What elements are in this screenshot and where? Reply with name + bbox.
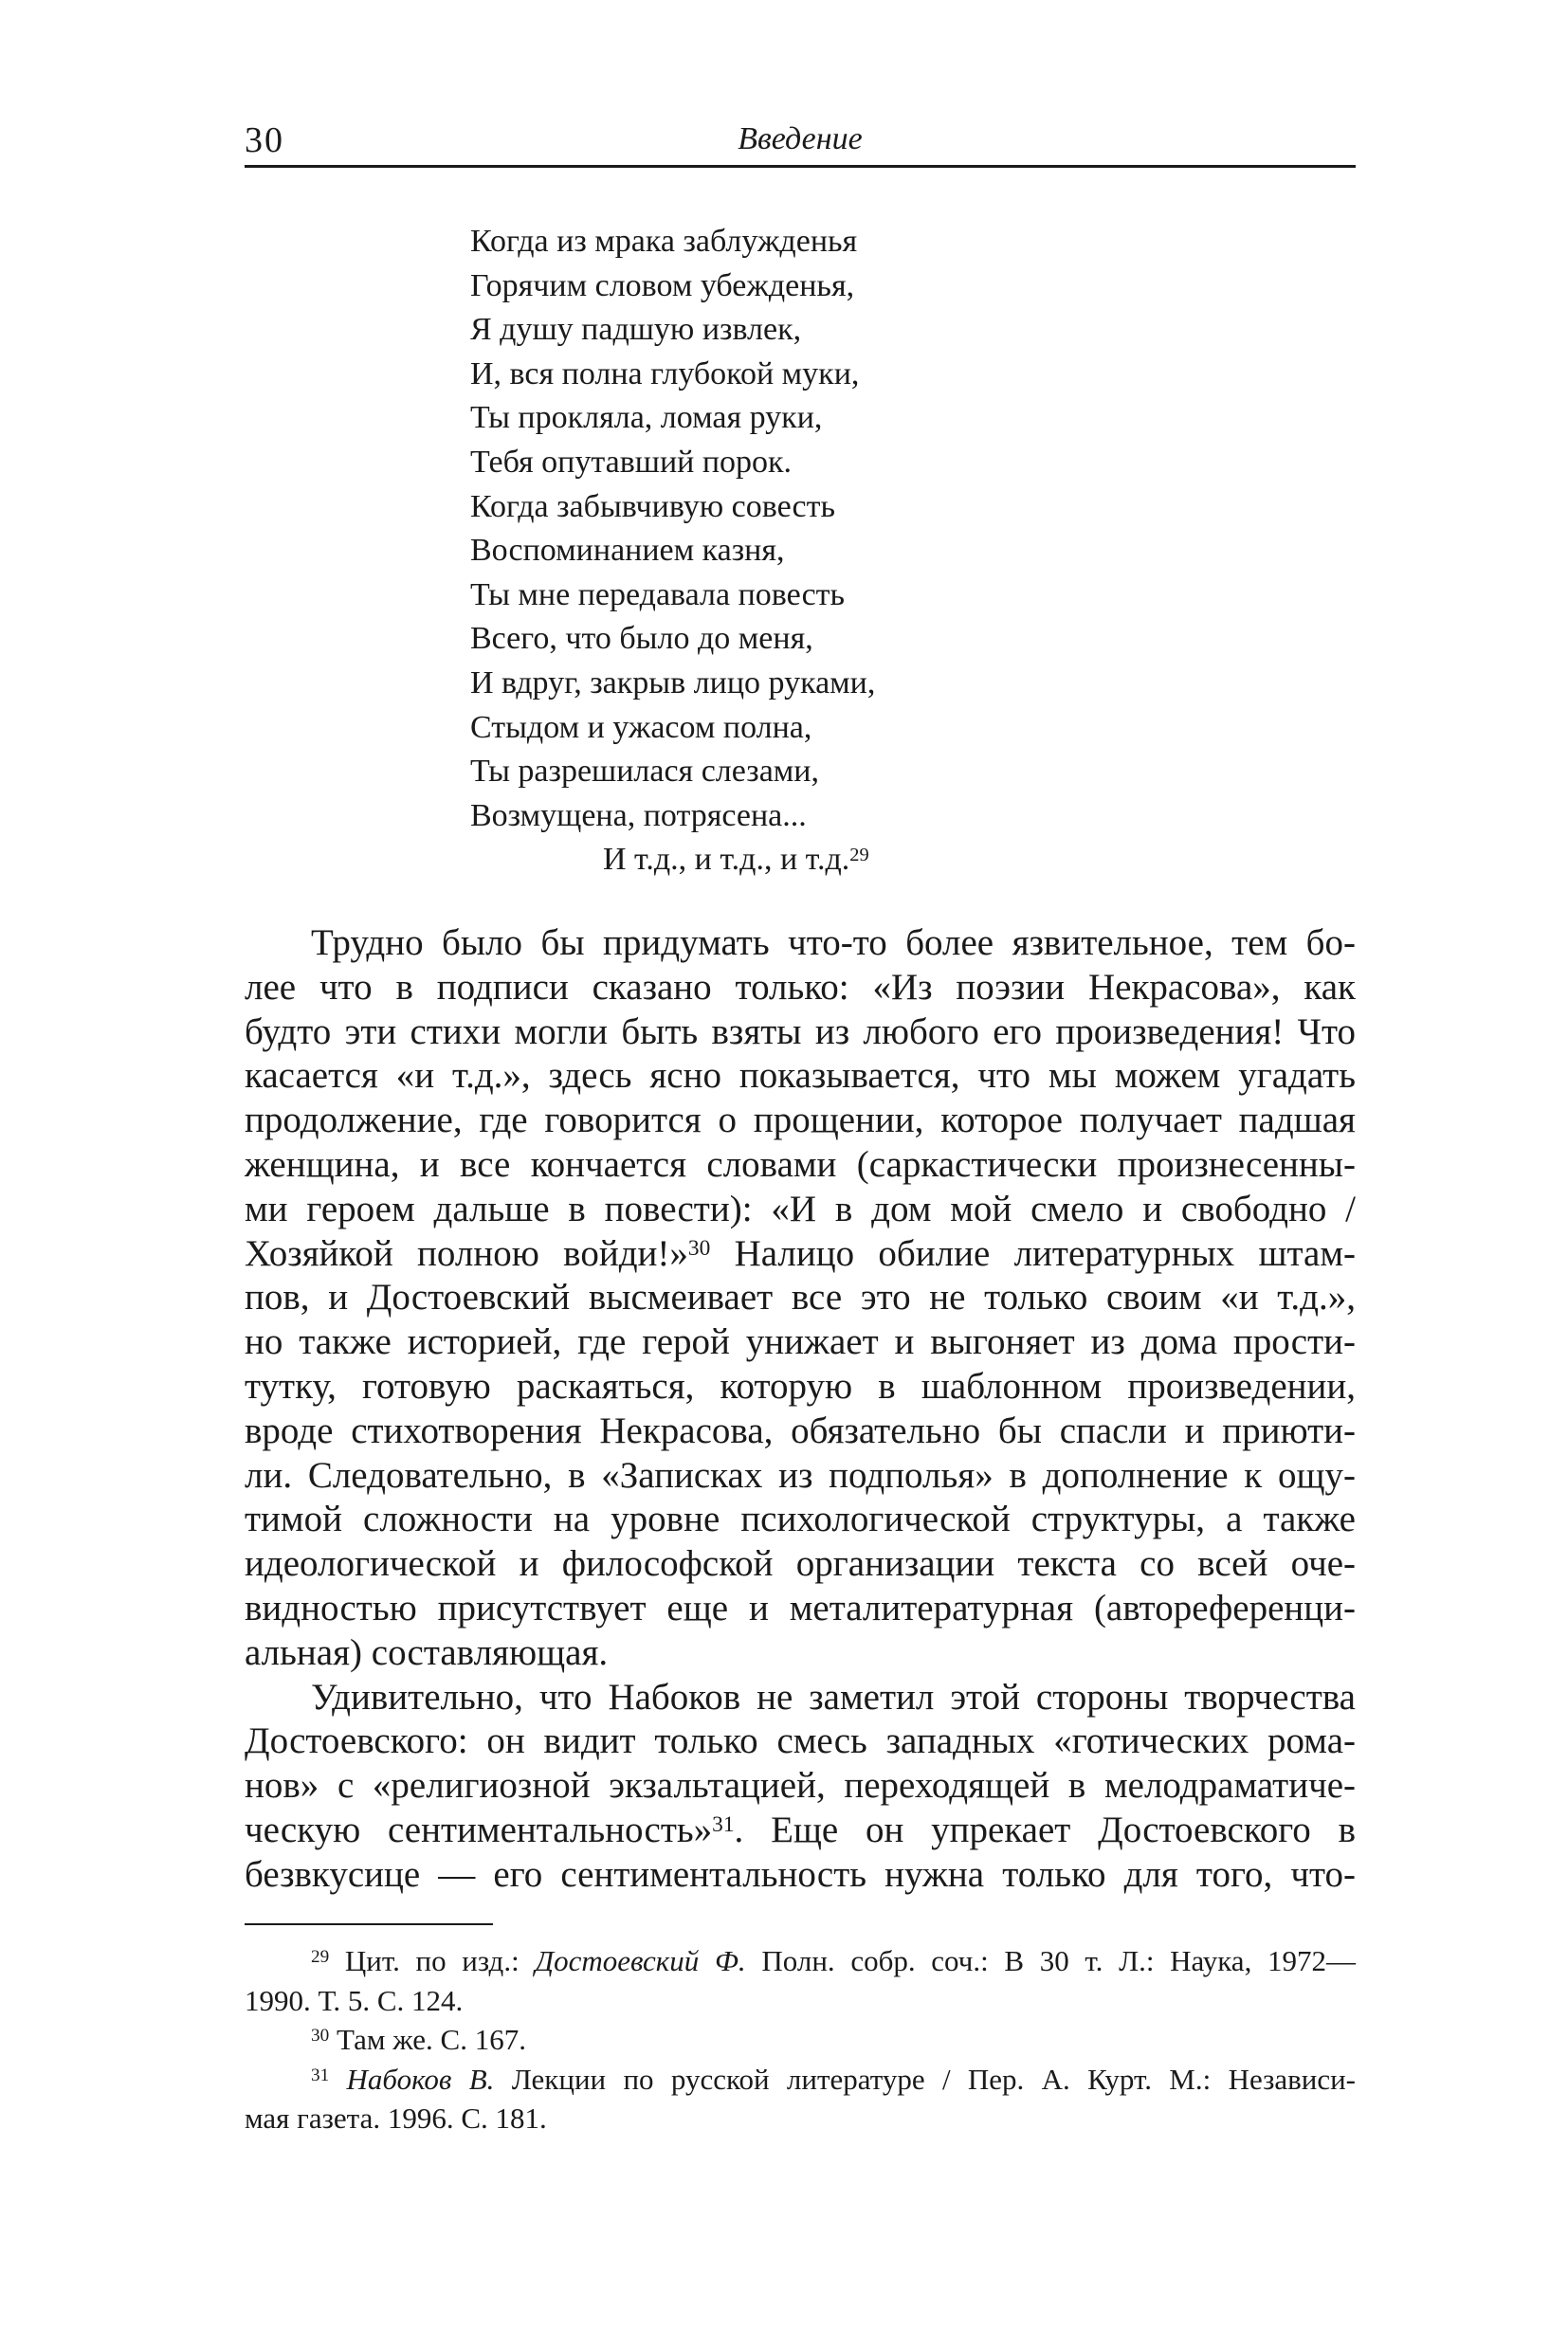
poem-line: И, вся полна глубокой муки,	[470, 355, 860, 391]
text-line: пов, и Достоевский высмеивает все это не только своим «и т.д.»,	[245, 1277, 1356, 1319]
footnote-text: Лекции по русской литературе / Пер. А. Курт. М.: Независи-	[494, 2062, 1356, 2096]
footnote-30	[245, 2020, 1356, 2060]
footnote-ref-31[interactable]: 31	[712, 1812, 735, 1838]
footnote-text: Цит. по изд.:	[329, 1944, 536, 1977]
text-line: тимой сложности на уровне психологической структуры, а также	[245, 1499, 1356, 1540]
attribution-text: И т.д., и т.д., и т.д.	[603, 842, 850, 878]
footnote-29	[245, 1941, 1356, 1981]
text-line: тутку, готовую раскаяться, которую в шаблонном произведении,	[245, 1365, 1356, 1407]
poem-line: Ты мне передавала повесть	[470, 576, 846, 612]
footnote-31-cont: мая газета. 1996. С. 181.	[245, 2102, 547, 2135]
poem-line: Я душу падшую извлек,	[470, 312, 802, 348]
text-line: видностью присутствует еще и металитературная (автореференци-	[245, 1587, 1356, 1628]
text-line	[245, 1232, 1356, 1277]
text-segment: Налицо обилие литературных штам-	[710, 1232, 1357, 1274]
footnote-31	[245, 2060, 1356, 2100]
text-line: но также историей, где герой унижает и выгоняет из дома прости-	[245, 1321, 1356, 1363]
text-line: касается «и т.д.», здесь ясно показывается, что мы можем угадать	[245, 1055, 1356, 1097]
poem-line: Стыдом и ужасом полна,	[470, 709, 812, 745]
footnote-text: Полн. собр. соч.: В 30 т. Л.: Наука, 1972—	[745, 1944, 1356, 1977]
poem-line: Ты прокляла, ломая руки,	[470, 400, 823, 436]
footnote-ref-29[interactable]: 29	[849, 845, 869, 866]
footnote-marker: 30	[311, 2026, 330, 2047]
footnote-text: Там же. С. 167.	[329, 2023, 526, 2056]
text-line: Достоевского: он видит только смесь западных «готических рома-	[245, 1720, 1356, 1762]
footnote-ref-30[interactable]: 30	[687, 1236, 711, 1262]
footnote-marker: 31	[311, 2065, 330, 2085]
text-segment: ческую сентиментальность»	[245, 1809, 713, 1850]
text-line: женщина, и все кончается словами (саркастически произнесенны-	[245, 1143, 1356, 1185]
poem-line: Возмущена, потрясена...	[470, 797, 807, 833]
page-number: 30	[245, 120, 284, 160]
poem-attribution	[470, 838, 1134, 882]
text-line: Трудно было бы придумать что-то более язвительное, тем бо-	[311, 922, 1356, 963]
text-line: продолжение, где говорится о прощении, которое получает падшая	[245, 1100, 1356, 1141]
poem-line: Воспоминанием казня,	[470, 533, 785, 569]
footnote-29-cont: 1990. Т. 5. С. 124.	[245, 1983, 464, 2017]
poem-line: Тебя опутавший порок.	[470, 444, 793, 480]
text-line: ми героем дальше в повести): «И в дом мой смело и свободно /	[245, 1188, 1356, 1229]
footnote-divider	[245, 1923, 493, 1925]
footnote-author: Набоков В.	[346, 2062, 495, 2096]
poem-line: Когда из мрака заблужденья	[470, 224, 858, 259]
text-line: ли. Следовательно, в «Записках из подполья» в дополнение к ощу-	[245, 1454, 1356, 1496]
footnote-author: Достоевский Ф.	[535, 1944, 746, 1977]
text-line: нов» с «религиозной экзальтацией, переходящей в мелодраматиче-	[245, 1765, 1356, 1807]
running-header	[245, 116, 1356, 168]
text-line: альная) составляющая.	[245, 1631, 609, 1673]
text-line: лее что в подписи сказано только: «Из поэзии Некрасова», как	[245, 966, 1356, 1008]
poem-line: И вдруг, закрыв лицо руками,	[470, 664, 876, 701]
body-text	[245, 921, 1356, 1898]
poem-line: Всего, что было до меня,	[470, 621, 813, 657]
text-line: идеологической и философской организации текста со всей оче-	[245, 1543, 1356, 1585]
text-segment: Хозяйкой полною войди!»	[245, 1232, 688, 1274]
poem-line: Горячим словом убежденья,	[470, 267, 855, 303]
text-segment: . Еще он упрекает Достоевского в	[734, 1809, 1356, 1850]
text-line: будто эти стихи могли быть взяты из любого его произведения! Что	[245, 1010, 1356, 1052]
running-title: Введение	[738, 121, 863, 156]
text-line: вроде стихотворения Некрасова, обязательно бы спасли и приюти-	[245, 1410, 1356, 1451]
footnotes	[245, 1941, 1356, 2138]
footnote-marker: 29	[311, 1947, 330, 1968]
poem-quote	[470, 220, 1134, 882]
poem-line: Ты разрешилася слезами,	[470, 754, 819, 790]
poem-line: Когда забывчивую совесть	[470, 488, 835, 524]
text-line	[245, 1809, 1356, 1853]
text-line: Удивительно, что Набоков не заметил этой стороны творчества	[311, 1676, 1356, 1718]
text-line: безвкусице — его сентиментальность нужна только для того, что-	[245, 1853, 1356, 1895]
